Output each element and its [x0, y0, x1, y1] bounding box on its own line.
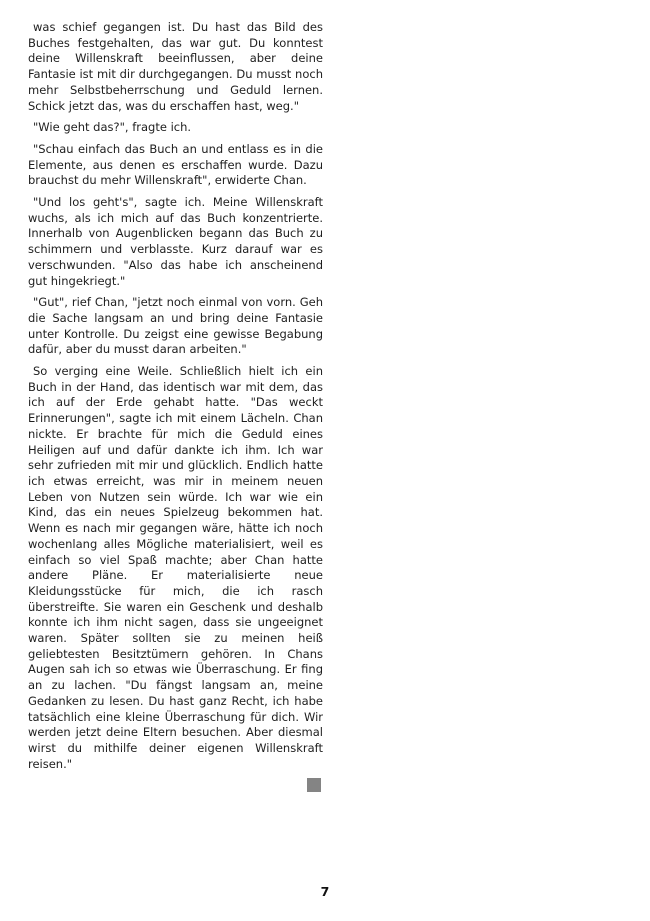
- paragraph: So verging eine Weile. Schließlich hielt ich ein Buch in der Hand, das identisch war mit dem, das ich auf der Erde gehabt hatte. "Das weckt Erinnerungen", sagte ich mit einem Lächeln. Chan nickte. Er brachte für mich die Geduld eines Heiligen auf und dafür dankte ich ihm. Ich war sehr zufrieden mit mir und glücklich. Endlich hatte ich etwas erreicht, was mir in meinem neuen Leben von Nutzen sein würde. Ich war wie ein Kind, das ein neues Spielzeug bekommen hat. Wenn es nach mir gegangen wäre, hätte ich noch wochenlang alles Mögliche materialisiert, weil es einfach so viel Spaß machte; aber Chan hatte andere Pläne. Er materialisierte neue Kleidungsstücke für mich, die ich rasch überstreifte. Sie waren ein Geschenk und deshalb konnte ich ihm nicht sagen, dass sie ungeeignet waren. Später sollten sie zu meinen heiß geliebtesten Besitztümern gehören. In Chans Augen sah ich so etwas wie Überraschung. Er fing an zu lachen. "Du fängst langsam an, meine Gedanken zu lesen. Du hast ganz Recht, ich habe tatsächlich eine kleine Überraschung für dich. Wir werden jetzt deine Eltern besuchen. Aber diesmal wirst du mithilfe deiner eigenen Willenskraft reisen.": [28, 364, 323, 771]
- paragraph: "Wie geht das?", fragte ich.: [33, 120, 192, 135]
- paragraph: "Schau einfach das Buch an und entlass es in die Elemente, aus denen es erschaffen wurde. Dazu brauchst du mehr Willenskraft", erwiderte Chan.: [28, 141, 323, 188]
- paragraph: was schief gegangen ist. Du hast das Bild des Buches festgehalten, das war gut. Du konntest deine Willenskraft beeinflussen, aber deine Fantasie ist mit dir durchgegangen. Du musst noch mehr Selbstbeherrschung und Geduld lernen. Schick jetzt das, was du erschaffen hast, weg.": [28, 20, 323, 113]
- paragraph: "Und los geht's", sagte ich. Meine Willenskraft wuchs, als ich mich auf das Buch konzentrierte. Innerhalb von Augenblicken begann das Buch zu schimmern und verblasste. Kurz darauf war es verschwunden. "Also das habe ich anscheinend gut hingekriegt.": [28, 195, 323, 288]
- section-end-square-icon: [307, 778, 321, 792]
- page-number: 7: [320, 884, 330, 899]
- text-column: [28, 20, 323, 792]
- paragraph: "Gut", rief Chan, "jetzt noch einmal von vorn. Geh die Sache langsam an und bring deine Fantasie unter Kontrolle. Du zeigst eine gewisse Begabung dafür, aber du musst daran arbeiten.": [28, 295, 323, 357]
